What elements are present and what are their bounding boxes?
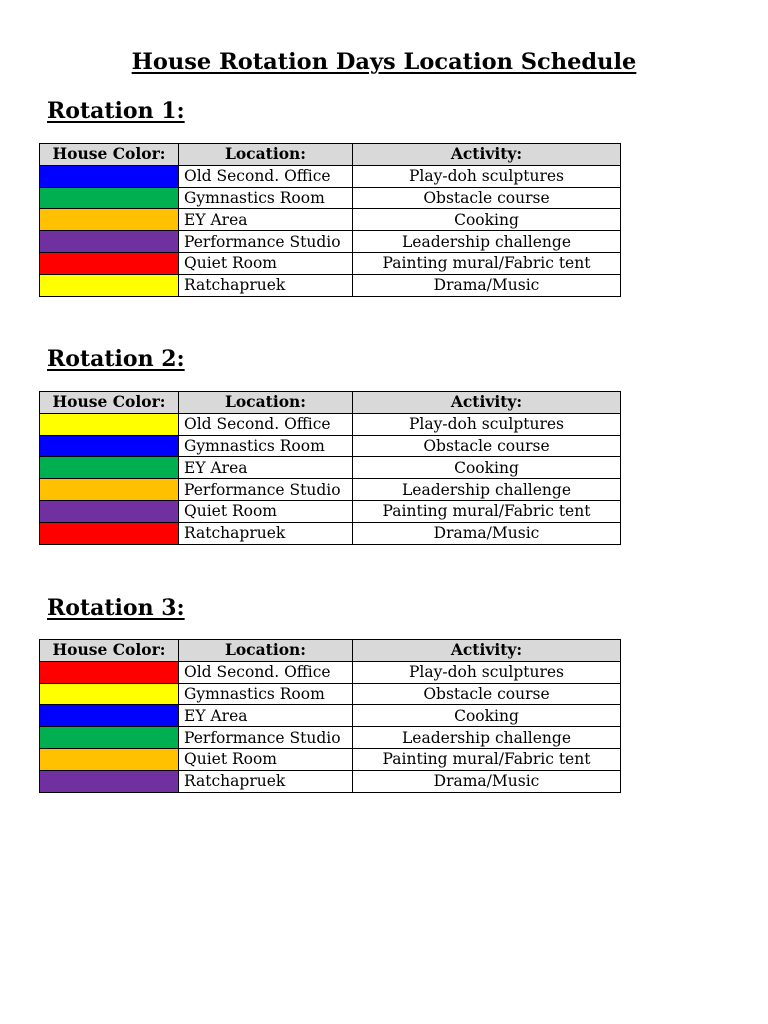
activity-cell: Obstacle course [353, 435, 621, 457]
activity-cell: Cooking [353, 209, 621, 231]
table-row [40, 727, 621, 749]
house-color-swatch [40, 705, 179, 727]
table-row [40, 274, 621, 296]
activity-cell: Leadership challenge [353, 727, 621, 749]
location-cell: EY Area [179, 457, 353, 479]
location-cell: Quiet Room [179, 748, 353, 770]
house-color-swatch [40, 727, 179, 749]
activity-cell: Drama/Music [353, 770, 621, 792]
activity-cell: Cooking [353, 457, 621, 479]
house-color-swatch [40, 209, 179, 231]
table-row [40, 413, 621, 435]
table-row [40, 770, 621, 792]
location-cell: Ratchapruek [179, 522, 353, 544]
house-color-swatch [40, 274, 179, 296]
house-color-swatch [40, 770, 179, 792]
location-cell: Old Second. Office [179, 661, 353, 683]
table-row [40, 522, 621, 544]
house-color-swatch [40, 165, 179, 187]
location-cell: Gymnastics Room [179, 435, 353, 457]
location-header: Location: [179, 144, 353, 166]
house-color-swatch [40, 457, 179, 479]
document-title: House Rotation Days Location Schedule [131, 49, 637, 75]
house-color-swatch [40, 413, 179, 435]
house-color-swatch [40, 231, 179, 253]
rotation-2-heading: Rotation 2: [47, 346, 185, 372]
table-row [40, 457, 621, 479]
table-row [40, 165, 621, 187]
location-cell: Performance Studio [179, 231, 353, 253]
location-cell: Gymnastics Room [179, 187, 353, 209]
location-cell: Performance Studio [179, 727, 353, 749]
location-cell: Ratchapruek [179, 770, 353, 792]
location-header: Location: [179, 392, 353, 414]
rotation-3-heading: Rotation 3: [47, 595, 185, 621]
location-cell: EY Area [179, 209, 353, 231]
activity-cell: Painting mural/Fabric tent [353, 500, 621, 522]
rotation-2-table [39, 391, 621, 545]
house-color-swatch [40, 522, 179, 544]
location-cell: Gymnastics Room [179, 683, 353, 705]
table-row [40, 435, 621, 457]
table-row [40, 661, 621, 683]
activity-cell: Cooking [353, 705, 621, 727]
house-color-swatch [40, 252, 179, 274]
table-row [40, 252, 621, 274]
activity-cell: Drama/Music [353, 274, 621, 296]
table-row [40, 231, 621, 253]
activity-cell: Leadership challenge [353, 231, 621, 253]
house-color-swatch [40, 683, 179, 705]
activity-header: Activity: [353, 144, 621, 166]
activity-cell: Play-doh sculptures [353, 413, 621, 435]
house-color-header: House Color: [40, 144, 179, 166]
rotation-1-heading: Rotation 1: [47, 98, 185, 124]
activity-cell: Obstacle course [353, 683, 621, 705]
house-color-header: House Color: [40, 640, 179, 662]
location-header: Location: [179, 640, 353, 662]
location-cell: Old Second. Office [179, 413, 353, 435]
house-color-swatch [40, 748, 179, 770]
activity-header: Activity: [353, 640, 621, 662]
table-row [40, 209, 621, 231]
table-row [40, 187, 621, 209]
activity-cell: Obstacle course [353, 187, 621, 209]
location-cell: EY Area [179, 705, 353, 727]
activity-cell: Play-doh sculptures [353, 165, 621, 187]
location-cell: Quiet Room [179, 500, 353, 522]
rotation-3-table [39, 639, 621, 793]
table-row [40, 479, 621, 501]
location-cell: Ratchapruek [179, 274, 353, 296]
activity-cell: Leadership challenge [353, 479, 621, 501]
activity-cell: Play-doh sculptures [353, 661, 621, 683]
table-row [40, 683, 621, 705]
house-color-swatch [40, 435, 179, 457]
table-header-row [40, 144, 621, 166]
rotation-1-table [39, 143, 621, 297]
location-cell: Performance Studio [179, 479, 353, 501]
house-color-swatch [40, 479, 179, 501]
activity-cell: Painting mural/Fabric tent [353, 748, 621, 770]
house-color-header: House Color: [40, 392, 179, 414]
table-header-row [40, 392, 621, 414]
activity-cell: Painting mural/Fabric tent [353, 252, 621, 274]
house-color-swatch [40, 500, 179, 522]
table-header-row [40, 640, 621, 662]
activity-header: Activity: [353, 392, 621, 414]
house-color-swatch [40, 661, 179, 683]
location-cell: Quiet Room [179, 252, 353, 274]
location-cell: Old Second. Office [179, 165, 353, 187]
table-row [40, 705, 621, 727]
table-row [40, 500, 621, 522]
house-color-swatch [40, 187, 179, 209]
activity-cell: Drama/Music [353, 522, 621, 544]
table-row [40, 748, 621, 770]
